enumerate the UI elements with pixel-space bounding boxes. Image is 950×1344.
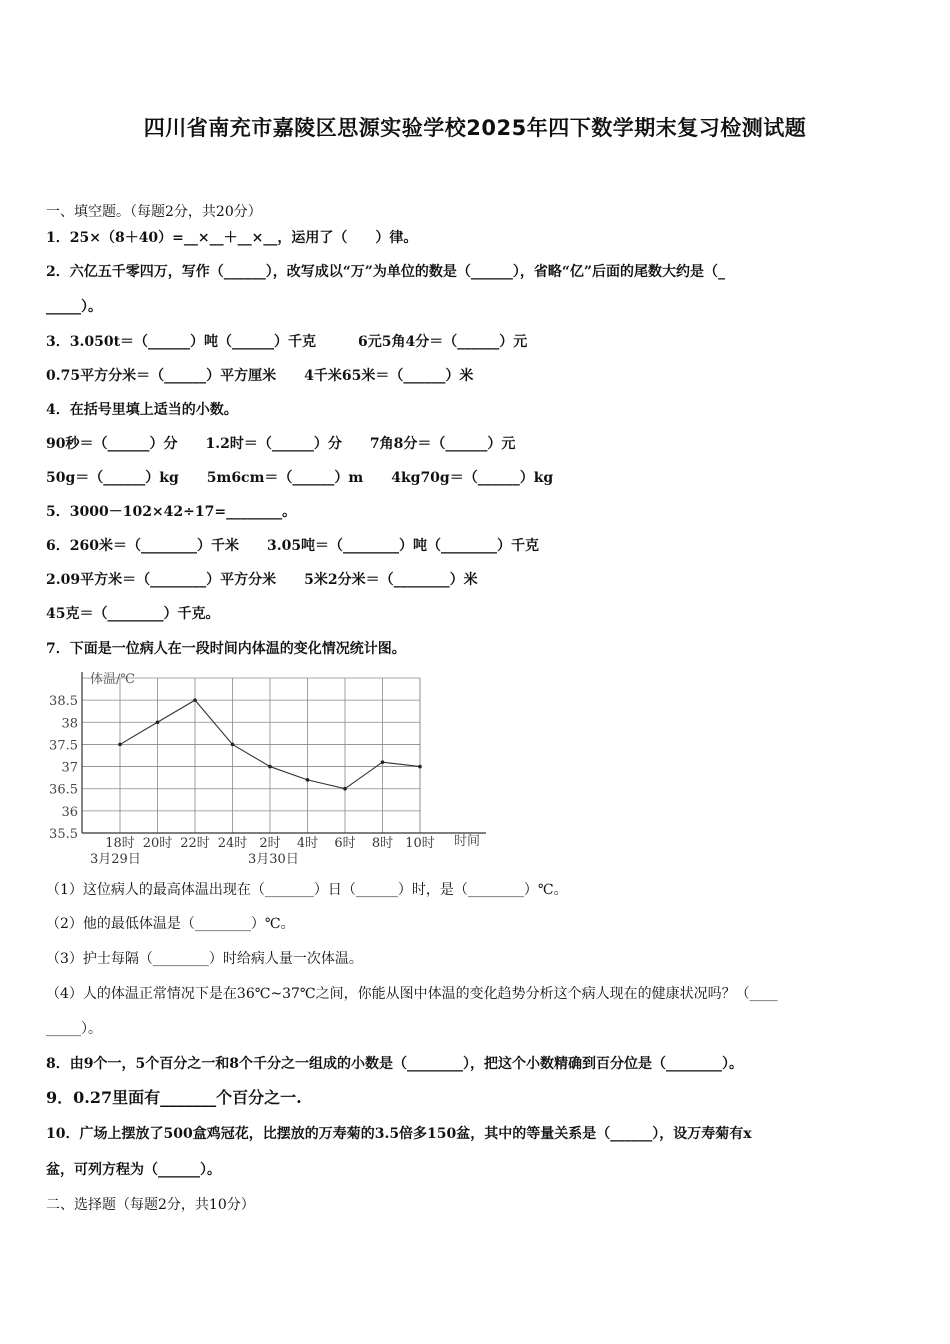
question-7: 7．下面是一位病人在一段时间内体温的变化情况统计图。: [46, 641, 406, 657]
chart-y-tick-label: 36: [61, 804, 78, 820]
question-7-part-4-continued: _____）。: [46, 1021, 102, 1037]
question-6-line-3: 45克＝（________）千克。: [46, 606, 220, 622]
chart-y-axis-label: 体温/℃: [90, 672, 135, 687]
question-6-line-2: 2.09平方米＝（________）平方分米 5米2分米＝（________）米: [46, 572, 478, 588]
chart-y-tick-label: 37: [61, 760, 78, 776]
chart-y-tick-label: 35.5: [49, 827, 78, 842]
section-2-heading: 二、选择题（每题2分，共10分）: [46, 1197, 255, 1213]
chart-data-point: [268, 765, 272, 769]
chart-axes: [82, 672, 486, 833]
question-3: 3．3.050t＝（______）吨（______）千克 6元5角4分＝（______）元: [46, 334, 528, 350]
question-6: 6．260米＝（________）千米 3.05吨＝（________）吨（________）千克: [46, 538, 540, 554]
question-2-continued: _____）。: [46, 299, 102, 315]
question-7-part-3: （3）护士每隔（________）时给病人量一次体温。: [46, 951, 363, 967]
chart-y-tick-label: 36.5: [49, 782, 78, 798]
question-4-line-2: 50g＝（______）kg 5m6cm＝（______）m 4kg70g＝（______）kg: [46, 470, 554, 486]
question-1: 1．25×（8＋40）=__×__＋__×__，运用了（ ）律。: [46, 230, 418, 246]
chart-data-point: [306, 778, 310, 782]
question-9: 9．0.27里面有_______个百分之一.: [46, 1088, 302, 1107]
question-5: 5．3000－102×42÷17=________。: [46, 504, 297, 520]
question-4-line-1: 90秒＝（______）分 1.2时＝（______）分 7角8分＝（______）元: [46, 436, 516, 452]
chart-x-tick-label: 2时: [259, 836, 281, 851]
chart-x-tick-label: 24时: [217, 836, 248, 851]
chart-x-tick-label: 6时: [334, 836, 356, 851]
chart-x-tick-label: 10时: [405, 836, 435, 851]
question-10: 10．广场上摆放了500盒鸡冠花，比摆放的万寿菊的3.5倍多150盆，其中的等量关系是（______），设万寿菊有x: [46, 1126, 752, 1142]
question-7-part-2: （2）他的最低体温是（________）℃。: [46, 916, 295, 932]
chart-x-tick-label: 4时: [296, 836, 319, 851]
question-3-line-2: 0.75平方分米＝（______）平方厘米 4千米65米＝（______）米: [46, 368, 474, 384]
page-title: 四川省南充市嘉陵区思源实验学校2025年四下数学期末复习检测试题: [143, 116, 807, 140]
chart-y-tick-label: 38.5: [49, 694, 78, 710]
chart-x-tick-label: 8时: [371, 836, 394, 851]
chart-y-ticks: [49, 694, 78, 842]
question-7-part-4: （4）人的体温正常情况下是在36℃~37℃之间，你能从图中体温的变化趋势分析这个病人现在的健康状况吗？（____: [46, 986, 778, 1002]
chart-date-label-1: 3月29日: [90, 852, 141, 867]
chart-x-tick-label: 22时: [180, 836, 210, 851]
question-10-continued: 盆，可列方程为（______）。: [46, 1162, 221, 1178]
chart-data-point: [343, 787, 347, 791]
chart-data-point: [418, 765, 422, 769]
chart-x-ticks: [105, 836, 435, 851]
section-1-heading: 一、填空题。（每题2分，共20分）: [46, 204, 262, 220]
chart-data-point: [156, 720, 160, 724]
chart-y-tick-label: 38: [61, 716, 78, 732]
chart-date-label-2: 3月30日: [248, 852, 299, 867]
chart-x-tick-label: 20时: [142, 836, 173, 851]
question-2: 2．六亿五千零四万，写作（______），改写成以“万”为单位的数是（______），省略“亿”后面的尾数大约是（_: [46, 264, 725, 280]
chart-data-point: [381, 760, 385, 764]
chart-data-point: [118, 743, 122, 747]
chart-x-tick-label: 18时: [105, 836, 135, 851]
question-7-part-1: （1）这位病人的最高体温出现在（_______）日（______）时，是（________）℃。: [46, 882, 568, 898]
chart-x-axis-label: 时间: [454, 834, 481, 849]
question-4: 4．在括号里填上适当的小数。: [46, 402, 238, 418]
question-8: 8．由9个一，5个百分之一和8个千分之一组成的小数是（________），把这个小数精确到百分位是（________）。: [46, 1056, 743, 1072]
temperature-line-chart: [44, 668, 504, 873]
chart-y-tick-label: 37.5: [49, 738, 78, 754]
chart-data-point: [231, 743, 235, 747]
chart-data-point: [193, 698, 197, 702]
